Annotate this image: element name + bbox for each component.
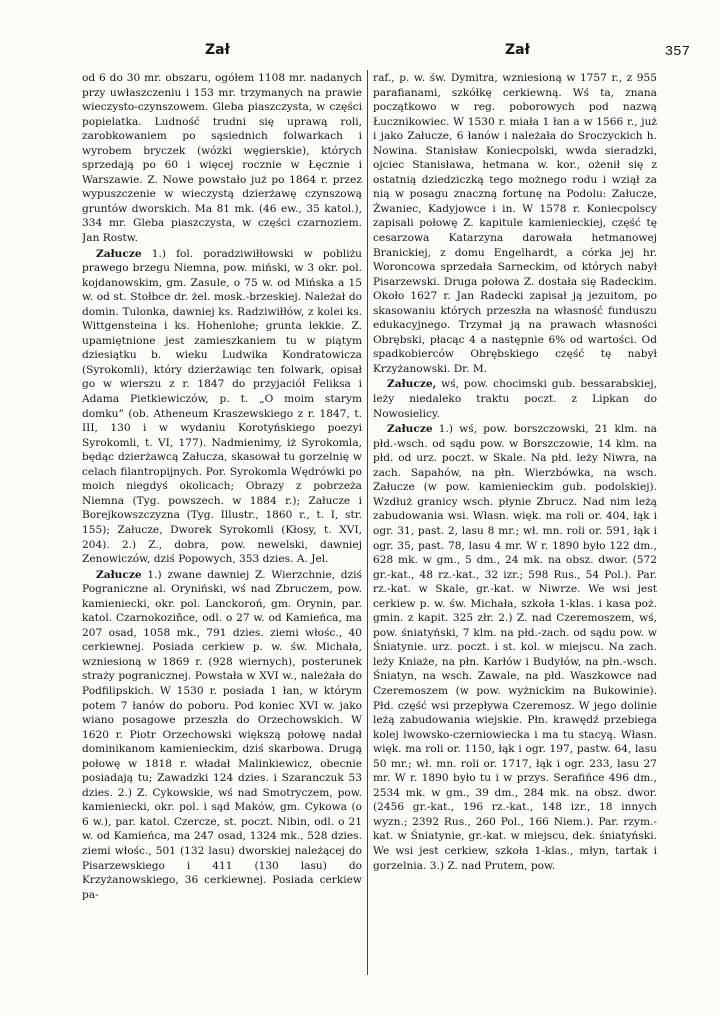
left-column [82,71,362,983]
entry-headword: Załucze [96,568,142,581]
entry-paragraph [373,71,657,376]
right-running-header: Zał [505,42,530,58]
entry-paragraph [373,422,657,873]
entry-text: wś, pow. chocimski gub. bessarabskiej, leży niedaleko traktu poczt. z Lipkan do Nowosielicy. [373,378,657,420]
entry-text: 1.) wś, pow. borszczowski, 21 klm. na płd.-wsch. od sądu pow. w Borszczowie, 14 klm. na płd. od urz. poczt. w Skale. Na płd. leży Niwra, na zach. Sapahów, na płn. Wierzbówka, na wsch. Załucze (w pow. kamienieckim gub. podolskiej). Wzdłuż granicy wsch. płynie Zbrucz. Nad nim leżą zabudowania wsi. Własn. więk. ma roli or. 404, łąk i ogr. 31, past. 2, lasu 8 mr.; wł. mn. roli or. 591, łąk i ogr. 35, past. 78, lasu 4 mr. W r. 1890 było 122 dm., 628 mk. w gm., 5 dm., 24 mk. na obsz. dwor. (572 gr.-kat., 48 rz.-kat., 32 izr.; 598 Rus., 54 Pol.). Par. rz.-kat. w Skale, gr.-kat. w Niwrze. We wsi jest cerkiew p. w. św. Michała, szkoła 1-klas. i kasa poż. gmin. z kapit. 325 złr. 2.) Z. nad Czeremoszem, wś, pow. śniatyński, 7 klm. na płd.-zach. od sądu pow. w Śniatynie. urz. poczt. i st. kol. w miejscu. Na zach. leży Kniaże, na płn. Karłów i Budyłów, na płn.-wsch. Śniatyn, na wsch. Zawale, na płd. Waszkowce nad Czeremoszem (w pow. wyżnickim na Bukowinie). Płd. część wsi przepływa Czeremosz. W jego dolinie leżą zabudowania wiejskie. Płn. krawędź przebiega kolej lwowsko-czerniowiecka i ma tu stacyą. Własn. więk. ma roli or. 1150, łąk i ogr. 197, pastw. 64, lasu 50 mr.; wł. mn. roli or. 1717, łąk i ogr. 233, lasu 27 mr. W r. 1890 było tu i w przys. Serafińce 496 dm., 2534 mk. w gm., 39 dm., 284 mk. na obsz. dwor. (2456 gr.-kat., 196 rz.-kat., 148 izr., 18 innych wyzn.; 2392 Rus., 260 Pol., 166 Niem.). Par. rzym.-kat. w Śniatynie, gr.-kat. w miejscu, dek. śniatyński. We wsi jest cerkiew, szkoła 1-klas., młyn, tartak i gorzelnia. 3.) Z. nad Prutem, pow. [373,423,657,872]
entry-paragraph [82,568,362,903]
entry-headword: Załucze [96,247,142,260]
entry-headword: Załucze, [387,378,437,391]
entry-headword: Załucze [387,423,433,436]
entry-paragraph [82,71,362,246]
left-running-header: Zał [205,42,230,58]
column-divider [367,70,368,975]
page-number: 357 [664,44,690,60]
entry-text: od 6 do 30 mr. obszaru, ogółem 1108 mr. nadanych przy uwłaszczeniu i 153 mr. trzymanych na prawie wieczysto-czynszowem. Gleba piaszczysta, w części popielatka. Ludność trudni się uprawą roli, zarobkowaniem po sąsiednich folwarkach i wyrobem bryczek (wózki węgierskie), których sprzedają po 60 i więcej rocznie w Łęcznie i Warszawie. Z. Nowe powstało już po 1864 r. przez wypuszczenie w wieczystą dzierżawę czynszową gruntów dworskich. Ma 81 mk. (46 ew., 35 katol.), 334 mr. Gleba piaszczysta, w części czarnoziem. Jan Rostw. [82,72,362,245]
entry-text: 1.) zwane dawniej Z. Wierzchnie, dziś Pograniczne al. Oryniński, wś nad Zbruczem, pow. kamieniecki, okr. pol. Lanckoroń, gm. Orynin, par. katol. Czarnokoziñce, odl. o 27 w. od Kamieńca, ma 207 osad, 1058 mk., 791 dzies. ziemi włośc., 40 cerkiewnej. Posiada cerkiew p. w. św. Michała, wzniesioną w 1869 r. (928 wiernych), posterunek straży pogranicznej. Powstała w XVI w., należała do Podfilipskich. W 1530 r. posiada 1 łan, w którym potem 7 łanów do poboru. Pod koniec XVI w. jako wiano posagowe przeszła do Orzechowskich. W 1620 r. Piotr Orzechowski większą połowę nadał dominikanom kamienieckim, dziś skarbowa. Drugą połowę w 1818 r. władał Malinkiewicz, obecnie posiadają tu; Zawadzki 124 dzies. i Szaranczuk 53 dzies. 2.) Z. Cykowskie, wś nad Smotryczem, pow. kamieniecki, okr. pol. i sąd Maków, gm. Cykowa (o 6 w.), par. katol. Czercze, st. poczt. Nibin, odl. o 21 w. od Kamieńca, ma 247 osad, 1324 mk., 528 dzies. ziemi włośc., 501 (132 lasu) dworskiej należącej do Pisarzewskiego i 411 (130 lasu) do Krzyżanowskiego, 36 cerkiewnej. Posiada cerkiew pa- [82,568,362,901]
entry-text: raf., p. w. św. Dymitra, wzniesioną w 1757 r., z 955 parafianami, szkółkę cerkiewną. Wś ta, znana początkowo w reg. poborowych pod nazwą Łucznikowiec. W 1530 r. miała 1 łan a w 1566 r., już i jako Załucze, 6 łanów i należała do Sroczyckich h. Nowina. Stanisław Koniecpolski, wwda sieradzki, ojciec Stanisława, hetmana w. kor., ożenił się z ostatnią dziedziczką tego możnego rodu i wziął za nią w posagu znaczną fortunę na Podolu: Załucze, Żwaniec, Kadyjowce i in. W 1578 r. Koniecpolscy zapisali połowę Z. kapitule kamienieckiej, część tę cesarzowa Katarzyna darowała hetmanowej Branickiej, z domu Engelhardt, a córka jej hr. Woroncowa sprzedała Sarneckim, od których nabył Pisarzewski. Druga połowa Z. dostała się Radeckim. Około 1627 r. Jan Radecki zapisał ją jezuitom, po skasowaniu których przeszła na własność funduszu edukacyjnego. Trzymał ją na prawach własności Obrębski, płacąc 4 a następnie 6% od wartości. Od spadkobierców Obrębskiego część tę nabył Krzyżanowski. Dr. M. [373,72,657,375]
entry-text: 1.) fol. poradziwiłłowski w pobliżu prawego brzegu Niemna, pow. miński, w 3 okr. pol. kojdanowskim, gm. Zasule, o 75 w. od Mińska a 15 w. od st. Stołbce dr. żel. mosk.-brzeskiej. Należał do domin. Tulonka, dawniej ks. Radziwiłłów, z kolei ks. Wittgensteina i ks. Hohenlohe; grunta lekkie. Z. upamiętnione jest zamieszkaniem tu w piątym dziesiątku b. wieku Ludwika Kondratowicza (Syrokomli), który dzierżawiąc ten folwark, opisał go w wierszu z r. 1847 do przyjaciół Feliksa i Adama Pietkiewiczów, p. t. „O moim starym domku” (ob. Atheneum Kraszewskiego z r. 1847, t. III, 130 i w wydaniu Korotyńskiego poezyi Syrokomli, t. VI, 177). Nadmienimy, iż Syrokomla, będąc dzierżawcą Załucza, skasował tu gorzelnię w celach filantropijnych. Por. Syrokomla Wędrówki po moich niegdyś okolicach; Obrazy z pobrzeża Niemna (Tyg. powszech. w 1884 r.); Załucze i Borejkowszczyzna (Tyg. Illustr., 1860 r., t. I, str. 155); Załucze, Dworek Syrokomli (Kłosy, t. XVI, 204). 2.) Z., dobra, pow. newelski, dawniej Zenowiczów, dziś Popowych, 353 dzies. A. Jel. [82,247,362,566]
right-column [373,71,657,983]
entry-paragraph [82,247,362,567]
entry-paragraph [373,377,657,421]
